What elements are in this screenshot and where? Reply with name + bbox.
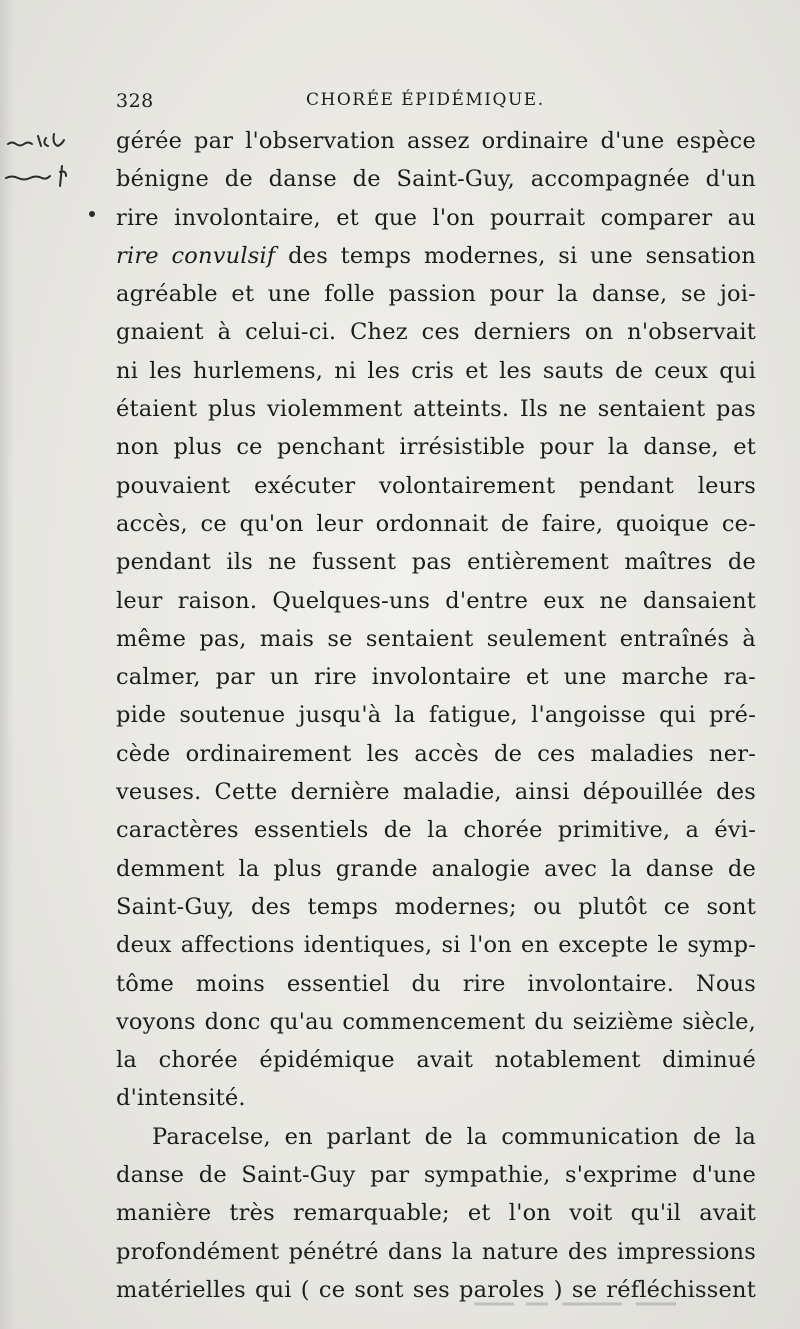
text-line: rire convulsif des temps modernes, si une sensation	[116, 242, 756, 269]
running-header	[116, 84, 756, 114]
text-line: tôme moins essentiel du rire involontaire. Nous	[116, 970, 756, 997]
text-line: la chorée épidémique avait notablement diminué	[116, 1047, 756, 1074]
text-line: non plus ce penchant irrésistible pour la danse, et	[116, 434, 756, 461]
text-line: veuses. Cette dernière maladie, ainsi dépouillée des	[116, 779, 756, 806]
text-line: rire involontaire, et que l'on pourrait comparer au	[116, 204, 756, 231]
text-line: même pas, mais se sentaient seulement entraînés à	[116, 625, 756, 652]
running-title: CHORÉE ÉPIDÉMIQUE.	[306, 90, 545, 110]
text-line: accès, ce qu'on leur ordonnait de faire, quoique ce-	[116, 510, 756, 537]
text-line: deux affections identiques, si l'on en excepte le symp-	[116, 932, 756, 959]
text-line: calmer, par un rire involontaire et une marche ra-	[116, 664, 756, 691]
text-line: profondément pénétré dans la nature des impressions	[116, 1238, 756, 1265]
text-line: d'intensité.	[116, 1085, 246, 1112]
text-line: gnaient à celui-ci. Chez ces derniers on n'observait	[116, 319, 756, 346]
text-line: demment la plus grande analogie avec la danse de	[116, 855, 756, 882]
text-line: Saint-Guy, des temps modernes; ou plutôt ce sont	[116, 893, 756, 920]
body-text	[116, 122, 756, 1309]
paragraph-start-line: Paracelse, en parlant de la communication de la	[152, 1123, 756, 1150]
text-line: agréable et une folle passion pour la danse, se joi-	[116, 281, 756, 308]
page-number: 328	[116, 90, 154, 112]
text-line: danse de Saint-Guy par sympathie, s'exprime d'une	[116, 1162, 756, 1189]
text-line: pide soutenue jusqu'à la fatigue, l'angoisse qui pré-	[116, 702, 756, 729]
handwritten-marginalia	[2, 132, 102, 222]
text-line: matérielles qui ( ce sont ses paroles ) se réfléchissent	[116, 1276, 756, 1303]
text-line: manière très remarquable; et l'on voit qu'il avait	[116, 1200, 756, 1227]
text-line: leur raison. Quelques-uns d'entre eux ne dansaient	[116, 587, 756, 614]
text-line: bénigne de danse de Saint-Guy, accompagnée d'un	[116, 166, 756, 193]
text-line: pouvaient exécuter volontairement pendant leurs	[116, 472, 756, 499]
show-through-smudge	[470, 1294, 690, 1314]
text-line: gérée par l'observation assez ordinaire d'une espèce	[116, 128, 756, 154]
text-line: étaient plus violemment atteints. Ils ne sentaient pas	[116, 396, 756, 423]
text-line: voyons donc qu'au commencement du seizième siècle,	[116, 1008, 756, 1035]
text-line: ni les hurlemens, ni les cris et les sauts de ceux qui	[116, 357, 756, 384]
text-line: pendant ils ne fussent pas entièrement maîtres de	[116, 549, 756, 576]
italic-phrase: rire convulsif	[116, 242, 276, 269]
text-line: cède ordinairement les accès de ces maladies ner-	[116, 740, 756, 767]
text-line: caractères essentiels de la chorée primitive, a évi-	[116, 817, 756, 844]
